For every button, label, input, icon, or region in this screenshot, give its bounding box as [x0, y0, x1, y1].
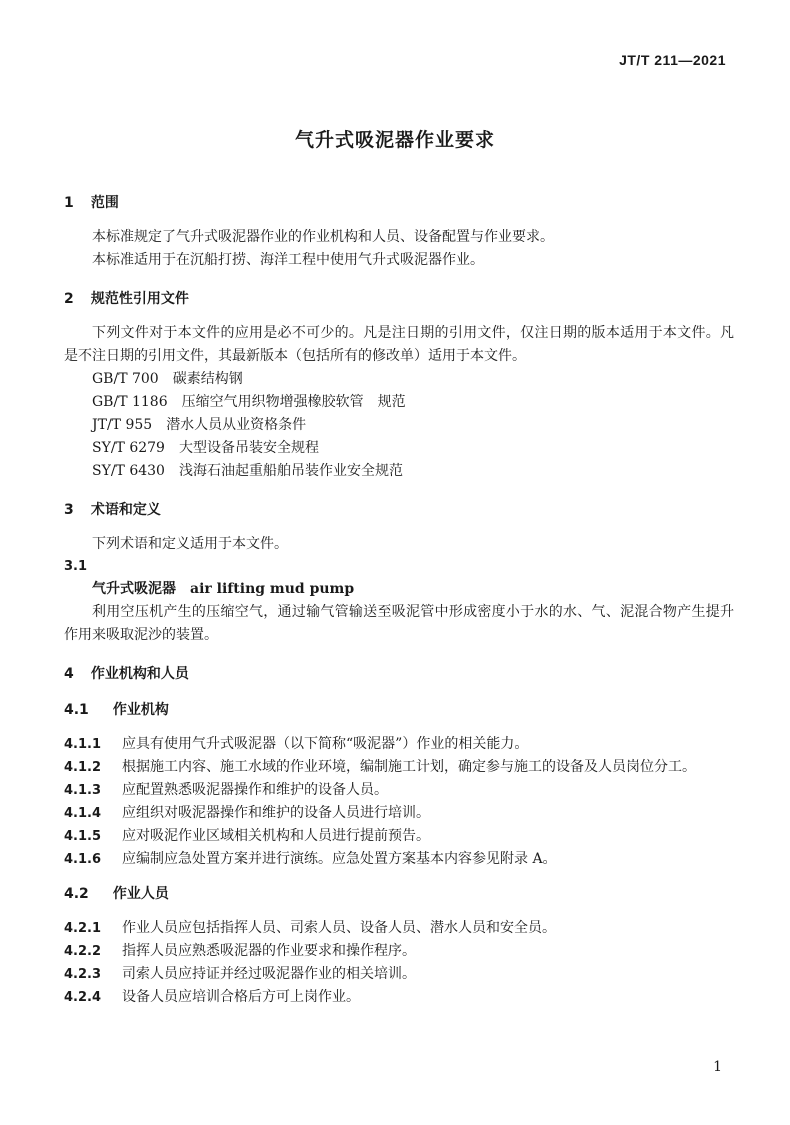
clause-number: 4.2.2: [64, 944, 102, 959]
subsection-number: 4.2: [64, 886, 89, 902]
paragraph: 本标准规定了气升式吸泥器作业的作业机构和人员、设备配置与作业要求。: [92, 229, 554, 245]
reference-item: [64, 460, 734, 483]
clause: [64, 940, 734, 963]
reference-item: [64, 368, 734, 391]
reference-name: 碳素结构钢: [172, 371, 243, 387]
section-title: 术语和定义: [90, 502, 161, 518]
subsection-4-1-heading: [64, 697, 734, 723]
document-code: JT/T 211—2021: [619, 52, 726, 68]
paragraph: 下列术语和定义适用于本文件。: [92, 536, 288, 552]
clause-text: 应具有使用气升式吸泥器（以下简称“吸泥器”）作业的相关能力。: [122, 736, 529, 752]
clause-text: 根据施工内容、施工水域的作业环境，编制施工计划，确定参与施工的设备及人员岗位分工。: [122, 759, 696, 775]
clause-number: 4.1.6: [64, 852, 102, 867]
reference-code: GB/T 700: [92, 371, 159, 387]
subsection-title: 作业人员: [112, 886, 169, 902]
clause-text: 设备人员应培训合格后方可上岗作业。: [122, 989, 360, 1005]
reference-item: [64, 391, 734, 414]
section-title: 范围: [90, 195, 119, 211]
clause-number: 4.1.2: [64, 760, 102, 775]
term-entry: [64, 578, 734, 601]
clause: [64, 779, 734, 802]
document-body: [64, 190, 734, 1009]
reference-name: 浅海石油起重船舶吊装作业安全规范: [178, 463, 403, 479]
section-number: 3: [64, 502, 74, 518]
section-title: 作业机构和人员: [90, 666, 189, 682]
reference-code: GB/T 1186: [92, 394, 168, 410]
clause: [64, 917, 734, 940]
clause: [64, 848, 734, 871]
clause-number: 4.2.4: [64, 990, 102, 1005]
section-1-heading: [64, 190, 734, 216]
document-title: 气升式吸泥器作业要求: [294, 129, 495, 151]
term-number: 3.1: [64, 559, 88, 574]
clause-number: 4.1.3: [64, 783, 102, 798]
section-number: 4: [64, 666, 74, 682]
clause-number: 4.2.1: [64, 921, 102, 936]
reference-code: SY/T 6279: [92, 440, 165, 456]
section-title: 规范性引用文件: [90, 291, 189, 307]
section-3-heading: [64, 497, 734, 523]
clause: [64, 733, 734, 756]
clause: [64, 825, 734, 848]
term-chinese: 气升式吸泥器: [92, 581, 176, 597]
clause-number: 4.1.1: [64, 737, 102, 752]
paragraph: 下列文件对于本文件的应用是必不可少的。凡是注日期的引用文件，仅注日期的版本适用于本文件。凡是不注日期的引用文件，其最新版本（包括所有的修改单）适用于本文件。: [64, 325, 734, 364]
clause: [64, 986, 734, 1009]
section-number: 1: [64, 195, 74, 211]
term-english: air lifting mud pump: [190, 581, 355, 597]
clause-text: 应配置熟悉吸泥器操作和维护的设备人员。: [122, 782, 388, 798]
clause-number: 4.1.4: [64, 806, 102, 821]
reference-name: 大型设备吊装安全规程: [178, 440, 319, 456]
reference-item: [64, 414, 734, 437]
section-2-heading: [64, 286, 734, 312]
reference-name: 压缩空气用织物增强橡胶软管 规范: [181, 394, 406, 410]
reference-item: [64, 437, 734, 460]
clause: [64, 963, 734, 986]
clause-text: 应对吸泥作业区域相关机构和人员进行提前预告。: [122, 828, 430, 844]
reference-code: SY/T 6430: [92, 463, 165, 479]
clause: [64, 802, 734, 825]
clause-text: 指挥人员应熟悉吸泥器的作业要求和操作程序。: [122, 943, 416, 959]
clause-number: 4.1.5: [64, 829, 102, 844]
subsection-4-2-heading: [64, 881, 734, 907]
section-4-heading: [64, 661, 734, 687]
subsection-title: 作业机构: [112, 702, 169, 718]
paragraph: 本标准适用于在沉船打捞、海洋工程中使用气升式吸泥器作业。: [92, 252, 484, 268]
clause: [64, 756, 734, 779]
clause-text: 应组织对吸泥器操作和维护的设备人员进行培训。: [122, 805, 430, 821]
clause-number: 4.2.3: [64, 967, 102, 982]
term-definition: 利用空压机产生的压缩空气，通过输气管输送至吸泥管中形成密度小于水的水、气、泥混合物产生提升作用来吸取泥沙的装置。: [64, 604, 734, 643]
reference-name: 潜水人员从业资格条件: [166, 417, 307, 433]
clause-text: 应编制应急处置方案并进行演练。应急处置方案基本内容参见附录 A。: [122, 851, 557, 867]
section-number: 2: [64, 291, 74, 307]
clause-text: 司索人员应持证并经过吸泥器作业的相关培训。: [122, 966, 416, 982]
reference-code: JT/T 955: [92, 417, 153, 433]
subsection-number: 4.1: [64, 702, 89, 718]
page-number: 1: [713, 1059, 722, 1075]
clause-text: 作业人员应包括指挥人员、司索人员、设备人员、潜水人员和安全员。: [122, 920, 556, 936]
